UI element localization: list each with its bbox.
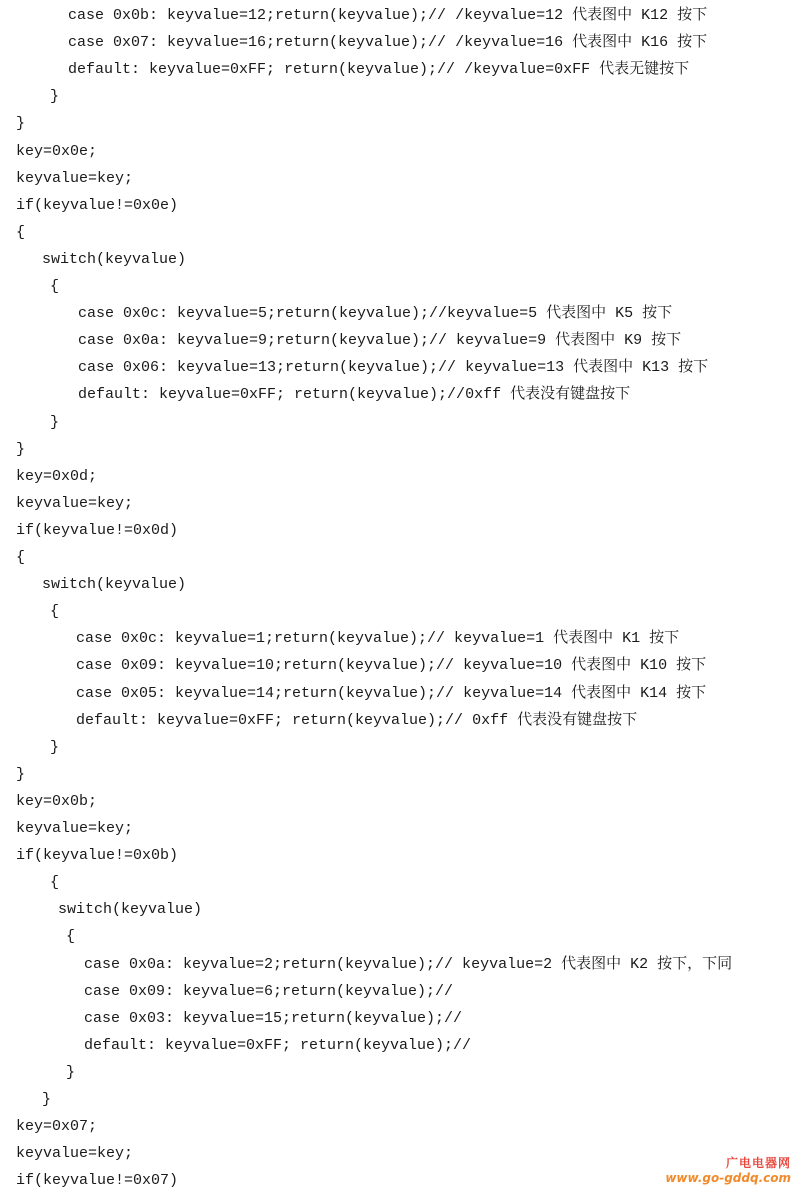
code-line: case 0x0c: keyvalue=1;return(keyvalue);// keyvalue=1 代表图中 K1 按下	[76, 630, 680, 648]
watermark-url: www.go-gddq.com	[665, 1171, 791, 1185]
code-line: keyvalue=key;	[16, 1145, 134, 1163]
code-line: case 0x0a: keyvalue=2;return(keyvalue);// keyvalue=2 代表图中 K2 按下，下同	[84, 955, 733, 973]
code-line: key=0x07;	[16, 1118, 98, 1136]
code-line: case 0x05: keyvalue=14;return(keyvalue);// keyvalue=14 代表图中 K14 按下	[76, 684, 707, 702]
code-line: {	[66, 928, 76, 946]
watermark-title: 广电电器网	[725, 1156, 791, 1170]
code-line: case 0x0b: keyvalue=12;return(keyvalue);// /keyvalue=12 代表图中 K12 按下	[68, 7, 708, 24]
code-line: case 0x06: keyvalue=13;return(keyvalue);// keyvalue=13 代表图中 K13 按下	[78, 359, 709, 377]
code-line: {	[50, 603, 60, 621]
code-line: case 0x03: keyvalue=15;return(keyvalue);//	[84, 1009, 463, 1027]
code-line: }	[42, 1091, 52, 1108]
code-line: }	[16, 115, 26, 133]
code-line: keyvalue=key;	[16, 494, 134, 512]
code-line: if(keyvalue!=0x0b)	[16, 847, 179, 865]
code-line: if(keyvalue!=0x0d)	[16, 521, 179, 539]
code-line: key=0x0e;	[16, 142, 98, 160]
code-line: {	[50, 874, 60, 892]
code-line: }	[50, 738, 60, 756]
code-line: default: keyvalue=0xFF; return(keyvalue);// /keyvalue=0xFF 代表无键按下	[68, 61, 690, 79]
code-line: }	[16, 440, 26, 458]
code-line: switch(keyvalue)	[42, 576, 187, 594]
watermark-logo	[665, 1156, 791, 1186]
code-line: }	[66, 1063, 76, 1081]
code-line: key=0x0b;	[16, 792, 98, 810]
code-line: case 0x07: keyvalue=16;return(keyvalue);// /keyvalue=16 代表图中 K16 按下	[68, 34, 708, 52]
code-line: case 0x09: keyvalue=10;return(keyvalue);// keyvalue=10 代表图中 K10 按下	[76, 657, 707, 675]
code-line: }	[16, 765, 26, 783]
code-line: if(keyvalue!=0x07)	[16, 1172, 179, 1190]
code-line: case 0x0c: keyvalue=5;return(keyvalue);//keyvalue=5 代表图中 K5 按下	[78, 305, 673, 323]
code-line: {	[16, 223, 26, 241]
code-line: default: keyvalue=0xFF; return(keyvalue);//0xff 代表没有键盘按下	[78, 386, 631, 404]
code-line: {	[16, 549, 26, 566]
code-line: }	[50, 88, 60, 106]
code-line: default: keyvalue=0xFF; return(keyvalue);//	[84, 1036, 472, 1054]
code-line: case 0x0a: keyvalue=9;return(keyvalue);// keyvalue=9 代表图中 K9 按下	[78, 332, 682, 350]
code-line: key=0x0d;	[16, 467, 98, 485]
code-line: }	[50, 413, 60, 431]
code-line: default: keyvalue=0xFF; return(keyvalue);// 0xff 代表没有键盘按下	[76, 711, 638, 729]
code-line: case 0x09: keyvalue=6;return(keyvalue);//	[84, 982, 454, 1000]
code-line: switch(keyvalue)	[58, 901, 203, 919]
code-line: keyvalue=key;	[16, 169, 134, 187]
code-line: if(keyvalue!=0x0e)	[16, 196, 179, 214]
code-line: {	[50, 278, 60, 295]
code-line: keyvalue=key;	[16, 820, 134, 837]
code-line: switch(keyvalue)	[42, 250, 187, 268]
